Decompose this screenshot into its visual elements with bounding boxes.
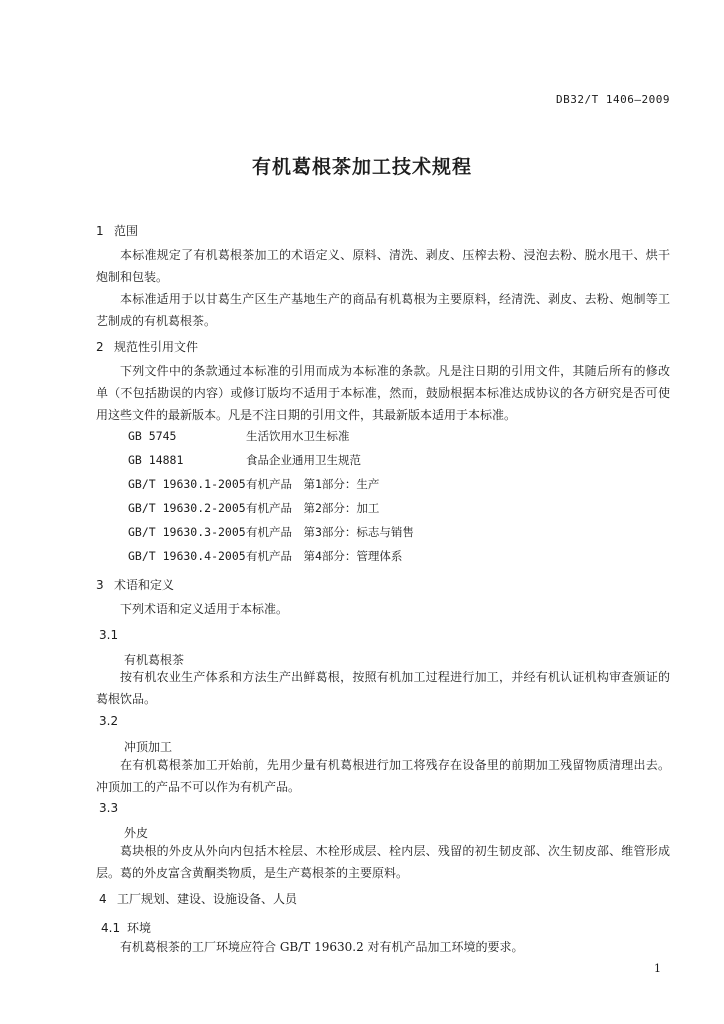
section-number: 3 [96,578,104,592]
reference-name: 有机产品 第2部分：加工 [246,501,380,515]
section-number: 1 [96,224,104,238]
term-definition: 葛块根的外皮从外向内包括木栓层、木栓形成层、栓内层、残留的初生韧皮部、次生韧皮部、维管形成层。葛的外皮富含黄酮类物质，是生产葛根茶的主要原料。 [96,844,670,880]
reference-code: GB 14881 [128,453,184,467]
section-4-heading [99,890,297,907]
reference-name: 食品企业通用卫生规范 [246,453,361,467]
reference-code: GB/T 19630.1-2005 [128,477,246,491]
term-number: 3.3 [99,801,119,815]
reference-item [128,548,402,564]
section-3-intro: 下列术语和定义适用于本标准。 [120,602,289,616]
section-title: 范围 [114,224,139,238]
section-3-heading [96,576,174,593]
reference-name: 有机产品 第3部分：标志与销售 [246,525,414,539]
term-name: 有机葛根茶 [124,653,185,667]
section-title: 工厂规划、建设、设施设备、人员 [117,892,298,906]
term-name: 冲顶加工 [124,740,173,754]
reference-code: GB 5745 [128,429,177,443]
section-number: 2 [96,340,104,354]
section-number: 4 [99,892,107,906]
section-2-paragraph: 下列文件中的条款通过本标准的引用而成为本标准的条款。凡是注日期的引用文件，其随后所有的修改单（不包括勘误的内容）或修订版均不适用于本标准，然而，鼓励根据本标准达成协议的各方研究是否可使用这些文件的最新版本。凡是不注日期的引用文件，其最新版本适用于本标准。 [96,364,670,422]
reference-code: GB/T 19630.4-2005 [128,549,246,563]
term-definition: 按有机农业生产体系和方法生产出鲜葛根，按照有机加工过程进行加工，并经有机认证机构审查颁证的葛根饮品。 [96,670,670,706]
subsection-number: 4.1 [101,921,121,935]
term-number: 3.1 [99,628,119,642]
section-2-heading [96,338,198,355]
reference-item [128,500,379,516]
reference-item [128,428,350,444]
subsection-title: 环境 [127,921,152,935]
subsection-4-1-heading [101,919,151,936]
section-1-heading [96,222,138,239]
section-1-paragraph-2: 本标准适用于以甘葛生产区生产基地生产的商品有机葛根为主要原料，经清洗、剥皮、去粉、炮制等工艺制成的有机葛根茶。 [96,292,670,328]
section-title: 术语和定义 [114,578,175,592]
reference-code: GB/T 19630.2-2005 [128,501,246,515]
subsection-4-1-text: 有机葛根茶的工厂环境应符合 GB/T 19630.2 对有机产品加工环境的要求。 [120,940,524,954]
reference-name: 有机产品 第4部分：管理体系 [246,549,403,563]
reference-item [128,524,414,540]
document-title: 有机葛根茶加工技术规程 [251,156,472,178]
page-number: 1 [654,962,661,975]
reference-name: 有机产品 第1部分：生产 [246,477,380,491]
reference-name: 生活饮用水卫生标准 [246,429,350,443]
standard-code: DB32/T 1406—2009 [556,93,670,106]
term-name: 外皮 [124,826,149,840]
term-number: 3.2 [99,714,119,728]
reference-code: GB/T 19630.3-2005 [128,525,246,539]
section-1-paragraph-1: 本标准规定了有机葛根茶加工的术语定义、原料、清洗、剥皮、压榨去粉、浸泡去粉、脱水甩干、烘干炮制和包装。 [96,248,670,284]
reference-item [128,452,361,468]
reference-item [128,476,379,492]
term-definition: 在有机葛根茶加工开始前，先用少量有机葛根进行加工将残存在设备里的前期加工残留物质清理出去。冲顶加工的产品不可以作为有机产品。 [96,758,670,794]
section-title: 规范性引用文件 [114,340,199,354]
